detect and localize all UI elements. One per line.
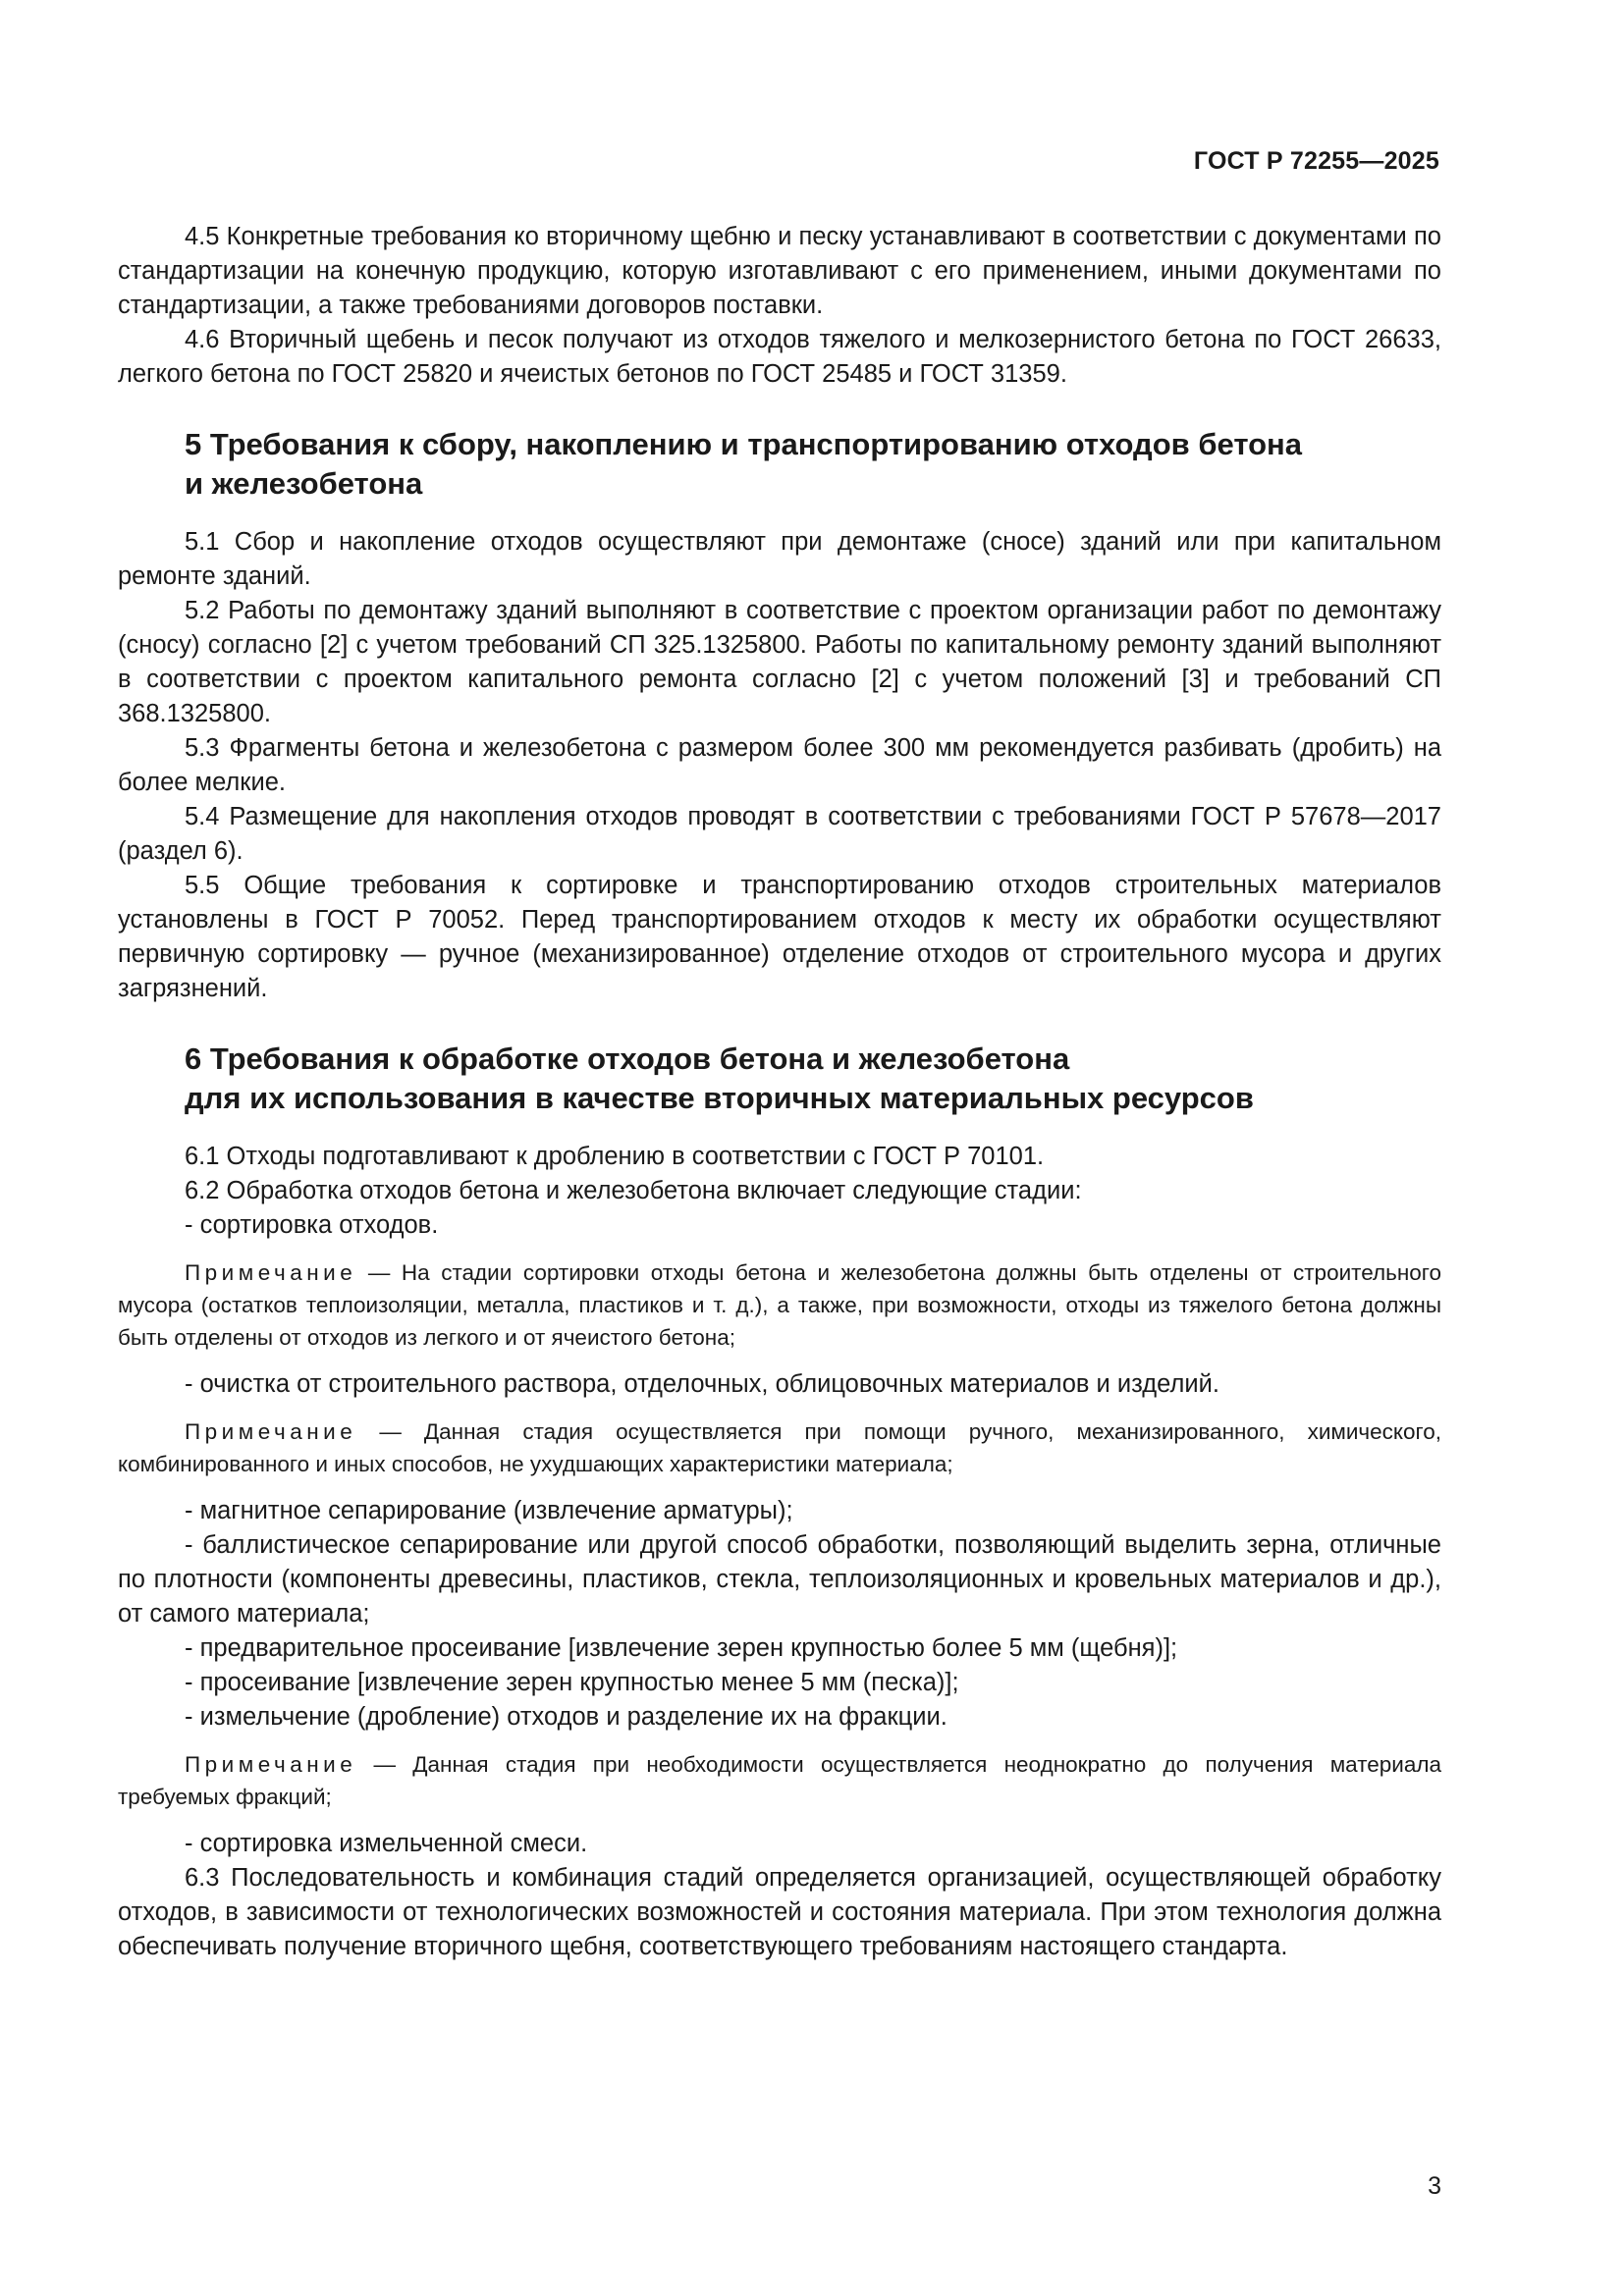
list-item-magnetic: - магнитное сепарирование (извлечение арматуры); [185, 1497, 793, 1524]
list-item-presieving: - предварительное просеивание [извлечение зерен крупностью более 5 мм (щебня)]; [185, 1634, 1178, 1662]
paragraph-5-1: 5.1 Сбор и накопление отходов осуществляют при демонтаже (сносе) зданий или при капитальном ремонте зданий. [118, 528, 1441, 590]
section-6-heading-line1: 6 Требования к обработке отходов бетона и железобетона [185, 1041, 1070, 1076]
paragraph-5-4: 5.4 Размещение для накопления отходов проводят в соответствии с требованиями ГОСТ Р 57678—2017 (раздел 6). [118, 803, 1441, 865]
list-item-ballistic: - баллистическое сепарирование или другой способ обработки, позволяющий выделить зерна, отличные по плотности (компоненты древесины, пластиков, стекла, теплоизоляционных и кровельных материалов и др.), от самого материала; [118, 1531, 1441, 1628]
paragraph-6-1: 6.1 Отходы подготавливают к дроблению в соответствии с ГОСТ Р 70101. [185, 1143, 1045, 1170]
paragraph-5-5: 5.5 Общие требования к сортировке и транспортированию отходов строительных материалов установлены в ГОСТ Р 70052. Перед транспортированием отходов к месту их обработки осуществляют первичную сортировку — ручное (механизированное) отделение отходов от строительного мусора и других загрязнений. [118, 872, 1441, 1002]
list-item-crushing: - измельчение (дробление) отходов и разделение их на фракции. [185, 1703, 947, 1731]
note-label: Примечание [185, 1752, 357, 1777]
note-cleaning [118, 1415, 1441, 1480]
note-label: Примечание [185, 1419, 357, 1444]
note-crushing-text: — Данная стадия при необходимости осуществляется неоднократно до получения материала требуемых фракций; [118, 1752, 1441, 1809]
paragraph-6-3: 6.3 Последовательность и комбинация стадий определяется организацией, осуществляющей обработку отходов, в зависимости от технологических возможностей и состояния материала. При этом технология должна обеспечивать получение вторичного щебня, соответствующего требованиям настоящего стандарта. [118, 1864, 1441, 1960]
paragraph-5-2: 5.2 Работы по демонтажу зданий выполняют в соответствие с проектом организации работ по демонтажу (сносу) согласно [2] с учетом требований СП 325.1325800. Работы по капитальному ремонту зданий выполняют в соответствии с проектом капитального ремонта согласно [2] с учетом положений [3] и требований СП 368.1325800. [118, 597, 1441, 727]
paragraph-6-2: 6.2 Обработка отходов бетона и железобетона включает следующие стадии: [185, 1177, 1082, 1204]
note-sorting-text: — На стадии сортировки отходы бетона и железобетона должны быть отделены от строительного мусора (остатков теплоизоляции, металла, пластиков и т. д.), а также, при возможности, отходы из тяжелого бетона должны быть отделены от отходов из легкого и от ячеистого бетона; [118, 1260, 1441, 1350]
note-label: Примечание [185, 1260, 357, 1285]
section-5-heading [118, 425, 1441, 504]
paragraph-4-6: 4.6 Вторичный щебень и песок получают из отходов тяжелого и мелкозернистого бетона по ГОСТ 26633, легкого бетона по ГОСТ 25820 и ячеистых бетонов по ГОСТ 25485 и ГОСТ 31359. [118, 326, 1441, 388]
section-6-heading-line2: для их использования в качестве вторичных материальных ресурсов [185, 1081, 1254, 1115]
document-code-header: ГОСТ Р 72255—2025 [1193, 147, 1439, 175]
section-5-heading-line2: и железобетона [185, 466, 423, 501]
list-item-sieving: - просеивание [извлечение зерен крупностью менее 5 мм (песка)]; [185, 1669, 959, 1696]
page-content [118, 220, 1441, 1964]
list-item-cleaning: - очистка от строительного раствора, отделочных, облицовочных материалов и изделий. [185, 1370, 1219, 1398]
section-5-heading-line1: 5 Требования к сбору, накоплению и транспортированию отходов бетона [185, 427, 1302, 461]
list-item-sorting: - сортировка отходов. [185, 1211, 439, 1239]
section-6-heading [118, 1040, 1441, 1118]
list-item-mix-sorting: - сортировка измельченной смеси. [185, 1830, 588, 1857]
note-cleaning-text: — Данная стадия осуществляется при помощи ручного, механизированного, химического, комбинированного и иных способов, не ухудшающих характеристики материала; [118, 1419, 1441, 1476]
note-crushing [118, 1748, 1441, 1813]
page-number: 3 [1428, 2172, 1441, 2200]
paragraph-4-5: 4.5 Конкретные требования ко вторичному щебню и песку устанавливают в соответствии с документами по стандартизации на конечную продукцию, которую изготавливают с его применением, иными документами по стандартизации, а также требованиями договоров поставки. [118, 223, 1441, 319]
note-sorting [118, 1256, 1441, 1354]
paragraph-5-3: 5.3 Фрагменты бетона и железобетона с размером более 300 мм рекомендуется разбивать (дробить) на более мелкие. [118, 734, 1441, 796]
